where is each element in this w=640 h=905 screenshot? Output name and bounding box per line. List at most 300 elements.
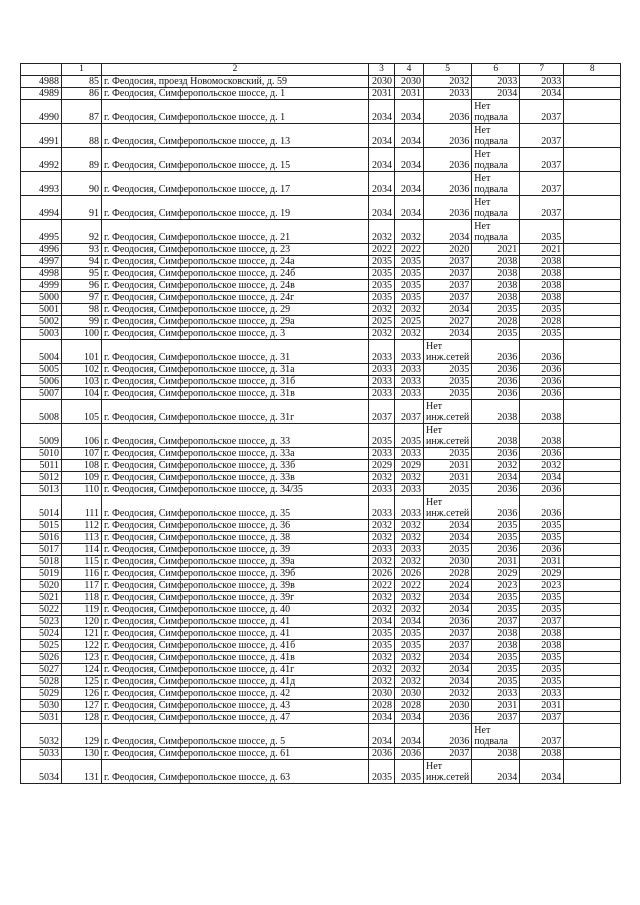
- col8-cell: [564, 592, 621, 604]
- item-number-cell: 108: [62, 460, 102, 472]
- table-row: [21, 616, 621, 628]
- table-row: [21, 328, 621, 340]
- col8-cell: [564, 280, 621, 292]
- address-cell: г. Феодосия, Симферопольское шоссе, д. 36: [102, 520, 369, 532]
- col5-cell: 2030: [424, 556, 472, 568]
- col4-cell: 2031: [395, 88, 424, 100]
- row-index-cell: 4998: [21, 268, 62, 280]
- col5-cell: 2037: [424, 268, 472, 280]
- address-cell: г. Феодосия, Симферопольское шоссе, д. 47: [102, 712, 369, 724]
- col7-cell: 2035: [520, 520, 564, 532]
- col6-cell: 2034: [472, 760, 520, 784]
- row-index-cell: 5007: [21, 388, 62, 400]
- col7-cell: 2036: [520, 388, 564, 400]
- address-cell: г. Феодосия, Симферопольское шоссе, д. 5: [102, 724, 369, 748]
- col8-cell: [564, 244, 621, 256]
- col5-cell: 2034: [424, 592, 472, 604]
- col7-cell: 2036: [520, 376, 564, 388]
- col7-cell: 2032: [520, 460, 564, 472]
- col4-cell: 2032: [395, 328, 424, 340]
- col8-cell: [564, 544, 621, 556]
- col6-cell: 2038: [472, 268, 520, 280]
- col6-cell: 2036: [472, 364, 520, 376]
- col5-cell: 2032: [424, 688, 472, 700]
- row-index-cell: 5009: [21, 424, 62, 448]
- row-index-cell: 4990: [21, 100, 62, 124]
- col4-cell: 2032: [395, 556, 424, 568]
- item-number-cell: 128: [62, 712, 102, 724]
- col8-cell: [564, 580, 621, 592]
- col7-cell: 2035: [520, 328, 564, 340]
- address-cell: г. Феодосия, проезд Новомосковский, д. 59: [102, 76, 369, 88]
- col5-cell: 2034: [424, 520, 472, 532]
- col7-cell: 2031: [520, 556, 564, 568]
- row-index-cell: 4996: [21, 244, 62, 256]
- row-index-cell: 5017: [21, 544, 62, 556]
- row-index-cell: 5016: [21, 532, 62, 544]
- row-index-cell: 5028: [21, 676, 62, 688]
- col5-cell: 2036: [424, 172, 472, 196]
- col6-cell: 2038: [472, 400, 520, 424]
- row-index-cell: 5005: [21, 364, 62, 376]
- col5-cell: 2036: [424, 100, 472, 124]
- col8-cell: [564, 748, 621, 760]
- col3-cell: 2032: [369, 520, 395, 532]
- col4-cell: 2032: [395, 664, 424, 676]
- col3-cell: 2028: [369, 700, 395, 712]
- table-row: [21, 292, 621, 304]
- col8-cell: [564, 712, 621, 724]
- col5-cell: 2034: [424, 676, 472, 688]
- item-number-cell: 88: [62, 124, 102, 148]
- col6-cell: 2037: [472, 712, 520, 724]
- row-index-cell: 5030: [21, 700, 62, 712]
- item-number-cell: 87: [62, 100, 102, 124]
- col8-cell: [564, 292, 621, 304]
- col5-cell: 2031: [424, 472, 472, 484]
- col6-cell: Нет подвала: [472, 100, 520, 124]
- col5-cell: Нет инж.сетей: [424, 340, 472, 364]
- col7-cell: 2036: [520, 544, 564, 556]
- col4-cell: 2035: [395, 424, 424, 448]
- col5-cell: 2028: [424, 568, 472, 580]
- table-row: [21, 652, 621, 664]
- col6-cell: 2035: [472, 304, 520, 316]
- address-cell: г. Феодосия, Симферопольское шоссе, д. 33а: [102, 448, 369, 460]
- col7-cell: 2036: [520, 448, 564, 460]
- address-cell: г. Феодосия, Симферопольское шоссе, д. 23: [102, 244, 369, 256]
- item-number-cell: 90: [62, 172, 102, 196]
- col4-cell: 2035: [395, 640, 424, 652]
- address-cell: г. Феодосия, Симферопольское шоссе, д. 24а: [102, 256, 369, 268]
- col8-cell: [564, 652, 621, 664]
- col6-cell: 2035: [472, 592, 520, 604]
- col4-cell: 2033: [395, 544, 424, 556]
- address-cell: г. Феодосия, Симферопольское шоссе, д. 33: [102, 424, 369, 448]
- col6-cell: 2038: [472, 424, 520, 448]
- col4-cell: 2034: [395, 724, 424, 748]
- col4-cell: 2033: [395, 448, 424, 460]
- col3-cell: 2035: [369, 760, 395, 784]
- col5-cell: 2034: [424, 328, 472, 340]
- col3-cell: 2033: [369, 496, 395, 520]
- item-number-cell: 104: [62, 388, 102, 400]
- row-index-cell: 5014: [21, 496, 62, 520]
- col6-cell: 2035: [472, 664, 520, 676]
- item-number-cell: 85: [62, 76, 102, 88]
- row-index-cell: 5033: [21, 748, 62, 760]
- col3-cell: 2034: [369, 712, 395, 724]
- table-row: [21, 664, 621, 676]
- col3-cell: 2035: [369, 424, 395, 448]
- col7-cell: 2028: [520, 316, 564, 328]
- col3-cell: 2033: [369, 484, 395, 496]
- table-row: [21, 484, 621, 496]
- col4-cell: 2034: [395, 124, 424, 148]
- col7-cell: 2035: [520, 664, 564, 676]
- item-number-cell: 117: [62, 580, 102, 592]
- col5-cell: 2036: [424, 712, 472, 724]
- col3-cell: 2033: [369, 544, 395, 556]
- row-index-cell: 4989: [21, 88, 62, 100]
- col4-cell: 2032: [395, 304, 424, 316]
- col5-cell: 2037: [424, 628, 472, 640]
- col3-cell: 2022: [369, 244, 395, 256]
- col5-cell: 2034: [424, 304, 472, 316]
- address-cell: г. Феодосия, Симферопольское шоссе, д. 33б: [102, 460, 369, 472]
- address-cell: г. Феодосия, Симферопольское шоссе, д. 63: [102, 760, 369, 784]
- col6-cell: 2038: [472, 280, 520, 292]
- col6-cell: 2034: [472, 472, 520, 484]
- row-index-cell: 5029: [21, 688, 62, 700]
- item-number-cell: 123: [62, 652, 102, 664]
- header-cell: 8: [564, 64, 621, 76]
- address-cell: г. Феодосия, Симферопольское шоссе, д. 41: [102, 628, 369, 640]
- item-number-cell: 129: [62, 724, 102, 748]
- row-index-cell: 5034: [21, 760, 62, 784]
- header-cell: [21, 64, 62, 76]
- col8-cell: [564, 400, 621, 424]
- col3-cell: 2035: [369, 256, 395, 268]
- col8-cell: [564, 688, 621, 700]
- address-cell: г. Феодосия, Симферопольское шоссе, д. 39в: [102, 580, 369, 592]
- col4-cell: 2033: [395, 484, 424, 496]
- table-row: [21, 100, 621, 124]
- col5-cell: 2037: [424, 748, 472, 760]
- address-cell: г. Феодосия, Симферопольское шоссе, д. 34/35: [102, 484, 369, 496]
- col4-cell: 2032: [395, 520, 424, 532]
- row-index-cell: 4988: [21, 76, 62, 88]
- col5-cell: 2034: [424, 220, 472, 244]
- row-index-cell: 5025: [21, 640, 62, 652]
- col3-cell: 2032: [369, 664, 395, 676]
- data-table: [20, 63, 621, 784]
- table-row: [21, 580, 621, 592]
- col8-cell: [564, 328, 621, 340]
- col7-cell: 2034: [520, 88, 564, 100]
- col5-cell: 2035: [424, 376, 472, 388]
- col6-cell: Нет подвала: [472, 148, 520, 172]
- col7-cell: 2038: [520, 400, 564, 424]
- col4-cell: 2034: [395, 196, 424, 220]
- item-number-cell: 95: [62, 268, 102, 280]
- row-index-cell: 5018: [21, 556, 62, 568]
- col5-cell: 2036: [424, 616, 472, 628]
- col3-cell: 2035: [369, 280, 395, 292]
- item-number-cell: 110: [62, 484, 102, 496]
- col7-cell: 2038: [520, 628, 564, 640]
- address-cell: г. Феодосия, Симферопольское шоссе, д. 29: [102, 304, 369, 316]
- item-number-cell: 100: [62, 328, 102, 340]
- col8-cell: [564, 532, 621, 544]
- item-number-cell: 89: [62, 148, 102, 172]
- col3-cell: 2034: [369, 196, 395, 220]
- col4-cell: 2035: [395, 256, 424, 268]
- col8-cell: [564, 172, 621, 196]
- col3-cell: 2032: [369, 532, 395, 544]
- col5-cell: Нет инж.сетей: [424, 424, 472, 448]
- row-index-cell: 4993: [21, 172, 62, 196]
- col7-cell: 2029: [520, 568, 564, 580]
- col4-cell: 2032: [395, 220, 424, 244]
- address-cell: г. Феодосия, Симферопольское шоссе, д. 1: [102, 100, 369, 124]
- address-cell: г. Феодосия, Симферопольское шоссе, д. 39г: [102, 592, 369, 604]
- table-row: [21, 748, 621, 760]
- item-number-cell: 98: [62, 304, 102, 316]
- col7-cell: 2035: [520, 592, 564, 604]
- table-row: [21, 676, 621, 688]
- col6-cell: Нет подвала: [472, 220, 520, 244]
- table-row: [21, 724, 621, 748]
- row-index-cell: 5010: [21, 448, 62, 460]
- address-cell: г. Феодосия, Симферопольское шоссе, д. 39б: [102, 568, 369, 580]
- row-index-cell: 5003: [21, 328, 62, 340]
- col5-cell: 2036: [424, 124, 472, 148]
- item-number-cell: 92: [62, 220, 102, 244]
- row-index-cell: 4995: [21, 220, 62, 244]
- item-number-cell: 94: [62, 256, 102, 268]
- header-cell: 5: [424, 64, 472, 76]
- col8-cell: [564, 724, 621, 748]
- col3-cell: 2030: [369, 688, 395, 700]
- col6-cell: 2036: [472, 496, 520, 520]
- row-index-cell: 5011: [21, 460, 62, 472]
- col4-cell: 2025: [395, 316, 424, 328]
- address-cell: г. Феодосия, Симферопольское шоссе, д. 21: [102, 220, 369, 244]
- table-row: [21, 88, 621, 100]
- item-number-cell: 120: [62, 616, 102, 628]
- col5-cell: 2035: [424, 448, 472, 460]
- col4-cell: 2026: [395, 568, 424, 580]
- col7-cell: 2037: [520, 148, 564, 172]
- table-row: [21, 400, 621, 424]
- item-number-cell: 102: [62, 364, 102, 376]
- col8-cell: [564, 196, 621, 220]
- table-row: [21, 448, 621, 460]
- col8-cell: [564, 640, 621, 652]
- col3-cell: 2034: [369, 724, 395, 748]
- col8-cell: [564, 496, 621, 520]
- address-cell: г. Феодосия, Симферопольское шоссе, д. 31г: [102, 400, 369, 424]
- row-index-cell: 5024: [21, 628, 62, 640]
- table-row: [21, 628, 621, 640]
- address-cell: г. Феодосия, Симферопольское шоссе, д. 41г: [102, 664, 369, 676]
- item-number-cell: 86: [62, 88, 102, 100]
- row-index-cell: 5019: [21, 568, 62, 580]
- col4-cell: 2037: [395, 400, 424, 424]
- col8-cell: [564, 568, 621, 580]
- col4-cell: 2035: [395, 280, 424, 292]
- col8-cell: [564, 388, 621, 400]
- col6-cell: 2035: [472, 520, 520, 532]
- table-row: [21, 472, 621, 484]
- col3-cell: 2034: [369, 616, 395, 628]
- table-row: [21, 376, 621, 388]
- row-index-cell: 5023: [21, 616, 62, 628]
- item-number-cell: 103: [62, 376, 102, 388]
- row-index-cell: 5021: [21, 592, 62, 604]
- address-cell: г. Феодосия, Симферопольское шоссе, д. 24г: [102, 292, 369, 304]
- col3-cell: 2032: [369, 592, 395, 604]
- header-cell: 7: [520, 64, 564, 76]
- address-cell: г. Феодосия, Симферопольское шоссе, д. 31б: [102, 376, 369, 388]
- col6-cell: 2038: [472, 292, 520, 304]
- item-number-cell: 109: [62, 472, 102, 484]
- address-cell: г. Феодосия, Симферопольское шоссе, д. 41д: [102, 676, 369, 688]
- col5-cell: 2024: [424, 580, 472, 592]
- col8-cell: [564, 460, 621, 472]
- col4-cell: 2034: [395, 712, 424, 724]
- table-row: [21, 388, 621, 400]
- item-number-cell: 122: [62, 640, 102, 652]
- col7-cell: 2036: [520, 484, 564, 496]
- row-index-cell: 5020: [21, 580, 62, 592]
- address-cell: г. Феодосия, Симферопольское шоссе, д. 61: [102, 748, 369, 760]
- col5-cell: Нет инж.сетей: [424, 760, 472, 784]
- col4-cell: 2032: [395, 652, 424, 664]
- row-index-cell: 5022: [21, 604, 62, 616]
- col5-cell: 2034: [424, 664, 472, 676]
- col6-cell: Нет подвала: [472, 196, 520, 220]
- header-cell: 1: [62, 64, 102, 76]
- col6-cell: 2029: [472, 568, 520, 580]
- col3-cell: 2032: [369, 328, 395, 340]
- col7-cell: 2037: [520, 616, 564, 628]
- table-row: [21, 256, 621, 268]
- col4-cell: 2032: [395, 604, 424, 616]
- table-row: [21, 268, 621, 280]
- col7-cell: 2034: [520, 760, 564, 784]
- col7-cell: 2033: [520, 76, 564, 88]
- col5-cell: 2037: [424, 292, 472, 304]
- item-number-cell: 125: [62, 676, 102, 688]
- col6-cell: 2033: [472, 688, 520, 700]
- col7-cell: 2037: [520, 724, 564, 748]
- item-number-cell: 97: [62, 292, 102, 304]
- table-body: [21, 64, 621, 784]
- item-number-cell: 115: [62, 556, 102, 568]
- row-index-cell: 4997: [21, 256, 62, 268]
- row-index-cell: 5008: [21, 400, 62, 424]
- col5-cell: 2034: [424, 604, 472, 616]
- col4-cell: 2035: [395, 292, 424, 304]
- address-cell: г. Феодосия, Симферопольское шоссе, д. 24в: [102, 280, 369, 292]
- address-cell: г. Феодосия, Симферопольское шоссе, д. 39а: [102, 556, 369, 568]
- col4-cell: 2030: [395, 76, 424, 88]
- table-row: [21, 364, 621, 376]
- col7-cell: 2037: [520, 172, 564, 196]
- address-cell: г. Феодосия, Симферопольское шоссе, д. 31а: [102, 364, 369, 376]
- item-number-cell: 118: [62, 592, 102, 604]
- col7-cell: 2035: [520, 304, 564, 316]
- col3-cell: 2032: [369, 556, 395, 568]
- col5-cell: 2035: [424, 484, 472, 496]
- col3-cell: 2032: [369, 604, 395, 616]
- col4-cell: 2035: [395, 628, 424, 640]
- col6-cell: 2034: [472, 88, 520, 100]
- col4-cell: 2036: [395, 748, 424, 760]
- col8-cell: [564, 760, 621, 784]
- header-cell: 2: [102, 64, 369, 76]
- col6-cell: 2036: [472, 448, 520, 460]
- col5-cell: 2037: [424, 280, 472, 292]
- col7-cell: 2037: [520, 196, 564, 220]
- item-number-cell: 116: [62, 568, 102, 580]
- address-cell: г. Феодосия, Симферопольское шоссе, д. 43: [102, 700, 369, 712]
- col6-cell: 2021: [472, 244, 520, 256]
- col8-cell: [564, 664, 621, 676]
- col4-cell: 2034: [395, 100, 424, 124]
- col6-cell: Нет подвала: [472, 124, 520, 148]
- item-number-cell: 121: [62, 628, 102, 640]
- col3-cell: 2022: [369, 580, 395, 592]
- col6-cell: 2036: [472, 388, 520, 400]
- col7-cell: 2038: [520, 268, 564, 280]
- col3-cell: 2034: [369, 172, 395, 196]
- address-cell: г. Феодосия, Симферопольское шоссе, д. 1: [102, 88, 369, 100]
- col4-cell: 2033: [395, 496, 424, 520]
- address-cell: г. Феодосия, Симферопольское шоссе, д. 29а: [102, 316, 369, 328]
- col3-cell: 2033: [369, 388, 395, 400]
- table-row: [21, 604, 621, 616]
- col8-cell: [564, 700, 621, 712]
- row-index-cell: 5000: [21, 292, 62, 304]
- col8-cell: [564, 556, 621, 568]
- col5-cell: Нет инж.сетей: [424, 400, 472, 424]
- col4-cell: 2032: [395, 592, 424, 604]
- row-index-cell: 5006: [21, 376, 62, 388]
- col7-cell: 2034: [520, 472, 564, 484]
- address-cell: г. Феодосия, Симферопольское шоссе, д. 24б: [102, 268, 369, 280]
- col6-cell: 2038: [472, 748, 520, 760]
- col4-cell: 2022: [395, 580, 424, 592]
- col4-cell: 2033: [395, 364, 424, 376]
- address-cell: г. Феодосия, Симферопольское шоссе, д. 41б: [102, 640, 369, 652]
- col4-cell: 2032: [395, 676, 424, 688]
- col5-cell: Нет инж.сетей: [424, 496, 472, 520]
- table-row: [21, 556, 621, 568]
- table-row: [21, 196, 621, 220]
- col8-cell: [564, 628, 621, 640]
- col4-cell: 2033: [395, 376, 424, 388]
- col4-cell: 2034: [395, 148, 424, 172]
- table-row: [21, 76, 621, 88]
- item-number-cell: 101: [62, 340, 102, 364]
- col7-cell: 2035: [520, 676, 564, 688]
- col3-cell: 2034: [369, 124, 395, 148]
- item-number-cell: 127: [62, 700, 102, 712]
- col6-cell: 2035: [472, 676, 520, 688]
